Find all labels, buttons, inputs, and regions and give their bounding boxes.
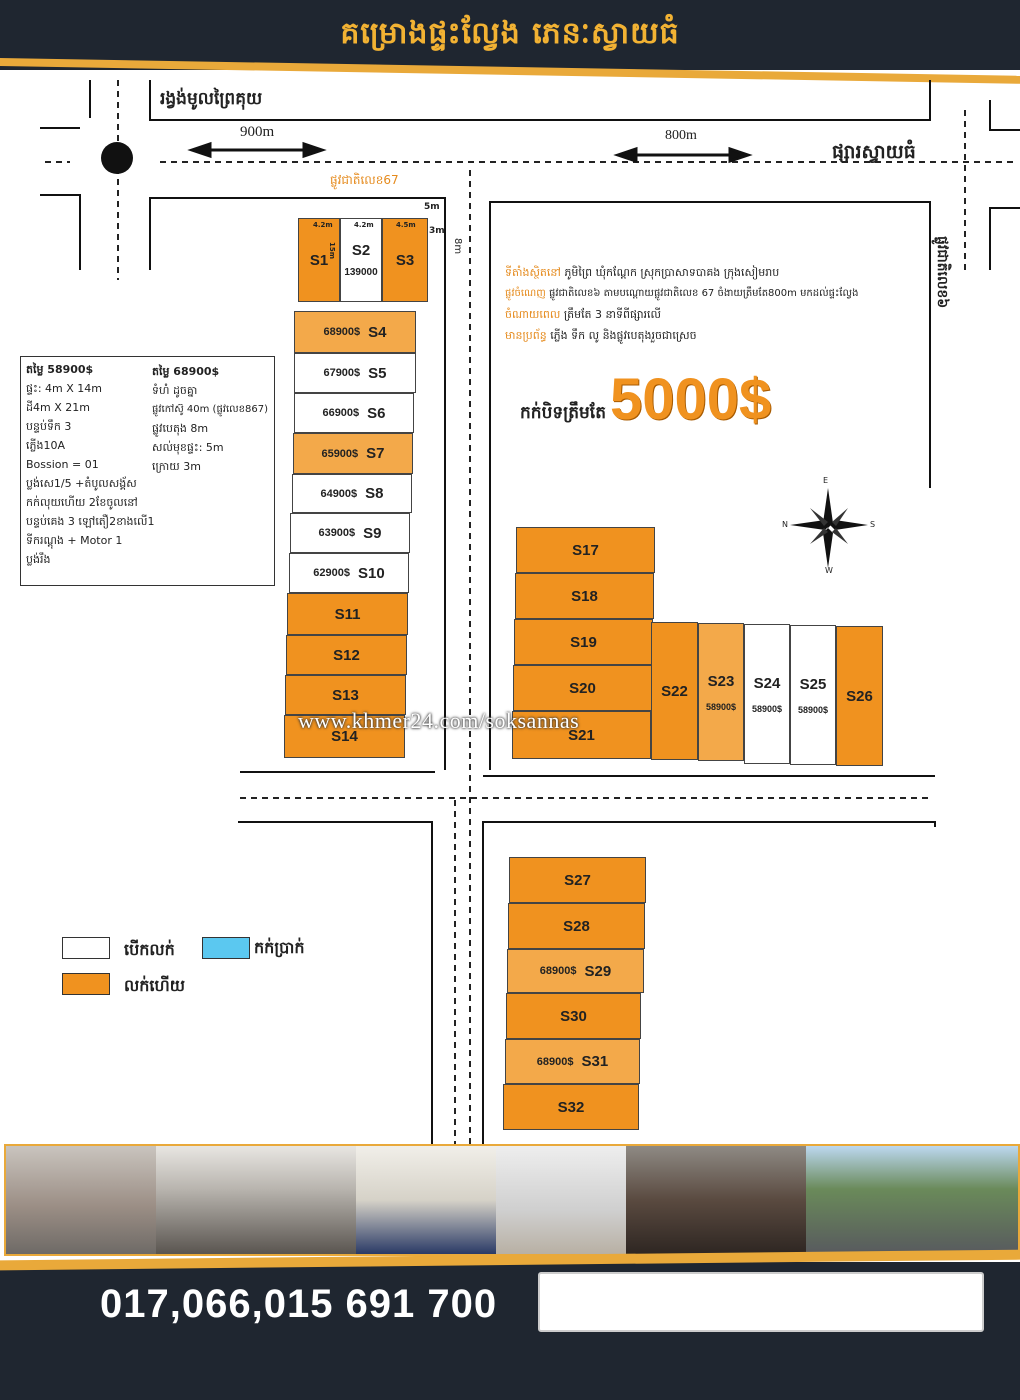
lot-label: S18 — [571, 587, 598, 605]
lot-label: S9 — [363, 524, 382, 542]
lot-label: S24 — [753, 674, 781, 692]
photo-kitchen — [356, 1146, 496, 1254]
lot-label: S14 — [331, 728, 358, 745]
time-text: ត្រឹមតែ 3 នាទីពីផ្សារលើ — [563, 308, 662, 321]
lot-label: S32 — [557, 1098, 585, 1116]
lot-label: S11 — [334, 605, 361, 623]
legend-open-label: បើកលក់ — [124, 940, 175, 959]
lot-label: S10 — [358, 564, 385, 582]
compass-w: W — [825, 566, 833, 575]
lot-label: S12 — [333, 646, 360, 664]
legend-sold-swatch — [62, 973, 110, 995]
system-text: ភ្លើង ទឹក លូ និងផ្លូវបេតុងរួចជាស្រេច — [550, 329, 697, 342]
info-asphalt-road: ផ្លូវកៅស៊ូ 40m (ផ្លូវលេខ867) — [152, 404, 269, 415]
s1-width-label: 4.2m — [313, 221, 333, 229]
lot-price: 139000 — [344, 267, 378, 278]
time-label: ចំណាយពេល — [505, 308, 561, 321]
watermark: www.khmer24.com/soksannas — [298, 708, 580, 733]
compass-e: E — [823, 476, 829, 485]
road-8m-label: 8m — [452, 238, 463, 255]
info-bedrooms: បន្ទប់គេង 3 ឡៅតឿ2ខាងលើ1 — [26, 515, 155, 528]
access-text: ផ្លូវជាតិលេខ៦ តាមបណ្តោយផ្លូវជាតិលេខ 67 ចំងាយត្រឹមតែ800m មកដល់ផ្ទះល្វែង — [548, 288, 859, 299]
lot-s31[interactable] — [505, 1039, 640, 1084]
lot-s22[interactable] — [651, 622, 698, 760]
lot-price: 68900$ — [539, 965, 577, 977]
info-same-size: ទំហំ ដូចគ្នា — [152, 384, 198, 397]
info-front-space: សល់មុខផ្ទះ: 5m — [152, 441, 224, 454]
lot-label: S6 — [367, 404, 386, 422]
lot-label: S5 — [368, 364, 387, 382]
info-move-in: កក់លុយហើយ 2ខែចូលនៅ — [26, 496, 138, 509]
lot-s2[interactable] — [340, 218, 382, 302]
info-electric: ភ្លើង10A — [26, 439, 65, 452]
lot-s7[interactable] — [293, 433, 413, 474]
lot-price: 58900$ — [751, 703, 783, 714]
info-water-tank: ទីករណ្តុង + Motor 1 — [26, 534, 123, 547]
compass-icon — [780, 478, 880, 578]
lot-label: S25 — [799, 675, 827, 693]
lot-price: 67900$ — [323, 367, 361, 379]
lot-label: S30 — [560, 1007, 587, 1025]
lot-s11[interactable] — [287, 593, 408, 635]
photo-entrance — [6, 1146, 156, 1254]
footer-blank-box — [538, 1272, 984, 1332]
lot-label: S3 — [395, 251, 415, 269]
lot-label: S13 — [332, 686, 359, 704]
compass-n: N — [782, 520, 788, 529]
width-3m-label: 3m — [429, 226, 445, 236]
lot-s3[interactable] — [382, 218, 428, 302]
photo-strip — [4, 1144, 1020, 1256]
lot-label: S20 — [569, 679, 596, 697]
lot-label: S27 — [564, 871, 591, 889]
compass-s: S — [870, 520, 876, 529]
legend-reserved-label: កក់ប្រាក់ — [254, 938, 305, 957]
lot-price: 65900$ — [321, 447, 359, 460]
roundabout-marker — [101, 142, 133, 174]
info-bossion: Bossion = 01 — [26, 458, 99, 471]
legend-sold-label: លក់ហើយ — [124, 976, 185, 995]
info-back-space: ក្រោយ 3m — [152, 460, 201, 473]
lot-label: S1 — [309, 251, 329, 269]
info-price: តម្លៃ 58900$ — [26, 363, 94, 376]
width-5m-label: 5m — [424, 202, 440, 212]
lot-s28[interactable] — [508, 903, 645, 949]
photo-living-room — [156, 1146, 356, 1254]
lot-s18[interactable] — [515, 573, 654, 619]
lot-s12[interactable] — [286, 635, 407, 675]
lot-s9[interactable] — [290, 513, 410, 553]
lot-s26[interactable] — [836, 626, 883, 766]
lot-label: S31 — [581, 1053, 609, 1070]
market-label: ផ្សារស្វាយធំ — [832, 141, 916, 163]
access-label: ផ្លូវចំណេញ — [505, 288, 546, 299]
lot-label: S22 — [661, 682, 688, 700]
lot-price: 58900$ — [797, 704, 829, 715]
lot-label: S28 — [563, 917, 590, 935]
lot-s30[interactable] — [506, 993, 641, 1039]
s2-width-label: 4.2m — [354, 221, 374, 229]
lot-label: S19 — [570, 633, 597, 651]
lot-s25[interactable] — [790, 625, 836, 765]
lot-s29[interactable] — [507, 949, 644, 993]
lot-label: S4 — [368, 323, 387, 341]
lot-price: 58900$ — [705, 701, 737, 712]
legend-reserved-swatch — [202, 937, 250, 959]
lot-s17[interactable] — [516, 527, 655, 573]
info-box-left — [26, 360, 154, 569]
lot-price: 66900$ — [322, 407, 360, 419]
lot-price: 68900$ — [536, 1055, 574, 1068]
lot-s27[interactable] — [509, 857, 646, 903]
photo-bathroom — [496, 1146, 626, 1254]
project-info — [505, 262, 935, 346]
info-bathrooms: បន្ទប់ទឹក 3 — [26, 420, 72, 433]
lot-label: S21 — [568, 726, 595, 744]
location-label: ទីតាំងស្ថិតនៅ — [505, 266, 561, 279]
info-price-2: តម្លៃ 68900$ — [152, 365, 220, 378]
lot-price: 64900$ — [320, 487, 358, 500]
lot-s4[interactable] — [294, 311, 416, 353]
road-label-prey-kuy: រង្វង់មូលព្រៃគុយ — [160, 89, 263, 109]
lot-label: S8 — [365, 485, 384, 502]
lot-label: S26 — [846, 687, 873, 705]
lot-label: S29 — [584, 962, 612, 980]
lot-s24[interactable] — [744, 624, 790, 764]
lot-price: 63900$ — [318, 527, 356, 539]
contact-phone[interactable]: 017,066,015 691 700 — [100, 1282, 498, 1326]
info-hard-plan: ប្លង់រឹង — [26, 553, 51, 566]
road-6-label: ផ្លូវជាតិលេខ៦ — [934, 236, 950, 309]
lot-s6[interactable] — [294, 393, 414, 433]
page-title: គម្រោងផ្ទះល្វែង ភេនៈស្វាយធំ — [340, 16, 680, 51]
lot-s32[interactable] — [503, 1084, 639, 1130]
national-road-label: ផ្លូវជាតិលេខ67 — [330, 173, 399, 187]
lot-label: S2 — [351, 242, 371, 259]
system-label: មានប្រព័ន្ធ — [505, 329, 547, 342]
lot-s8[interactable] — [292, 474, 412, 513]
lot-s5[interactable] — [294, 353, 416, 393]
lot-s23[interactable] — [698, 623, 744, 761]
info-concrete-road: ផ្លូវបេតុង 8m — [152, 422, 209, 435]
info-box-right — [152, 362, 274, 476]
deposit-label: កក់បិទត្រឹមតែ — [520, 403, 606, 423]
lot-s10[interactable] — [289, 553, 409, 593]
distance-left-label: 900m — [240, 124, 275, 140]
lot-label: S7 — [366, 445, 385, 462]
info-plan: ប្លង់សេ1/5 +តំបូលសង្គ័ស — [26, 477, 137, 490]
lot-label: S17 — [572, 541, 599, 559]
distance-right-label: 800m — [665, 128, 697, 143]
lot-price: 68900$ — [323, 326, 361, 338]
lot-price: 62900$ — [313, 567, 350, 579]
s3-width-label: 4.5m — [396, 221, 416, 229]
lot-s1[interactable] — [298, 218, 340, 302]
photo-balcony — [806, 1146, 1018, 1254]
legend-open-swatch — [62, 937, 110, 959]
info-land-size: ដី4m X 21m — [26, 401, 90, 414]
s1-depth-label: 15m — [328, 242, 336, 260]
info-house-size: ផ្ទះ: 4m X 14m — [26, 382, 102, 395]
lot-s19[interactable] — [514, 619, 653, 665]
location-text: ភូមិព្រៃ ឃុំកណ្តែក ស្រុកប្រាសាទបាគង ក្រុងសៀមរាប — [564, 266, 780, 279]
lot-label: S23 — [707, 672, 735, 690]
photo-staircase — [626, 1146, 806, 1254]
deposit-price: 5000$ — [610, 367, 772, 432]
lot-s20[interactable] — [513, 665, 652, 711]
